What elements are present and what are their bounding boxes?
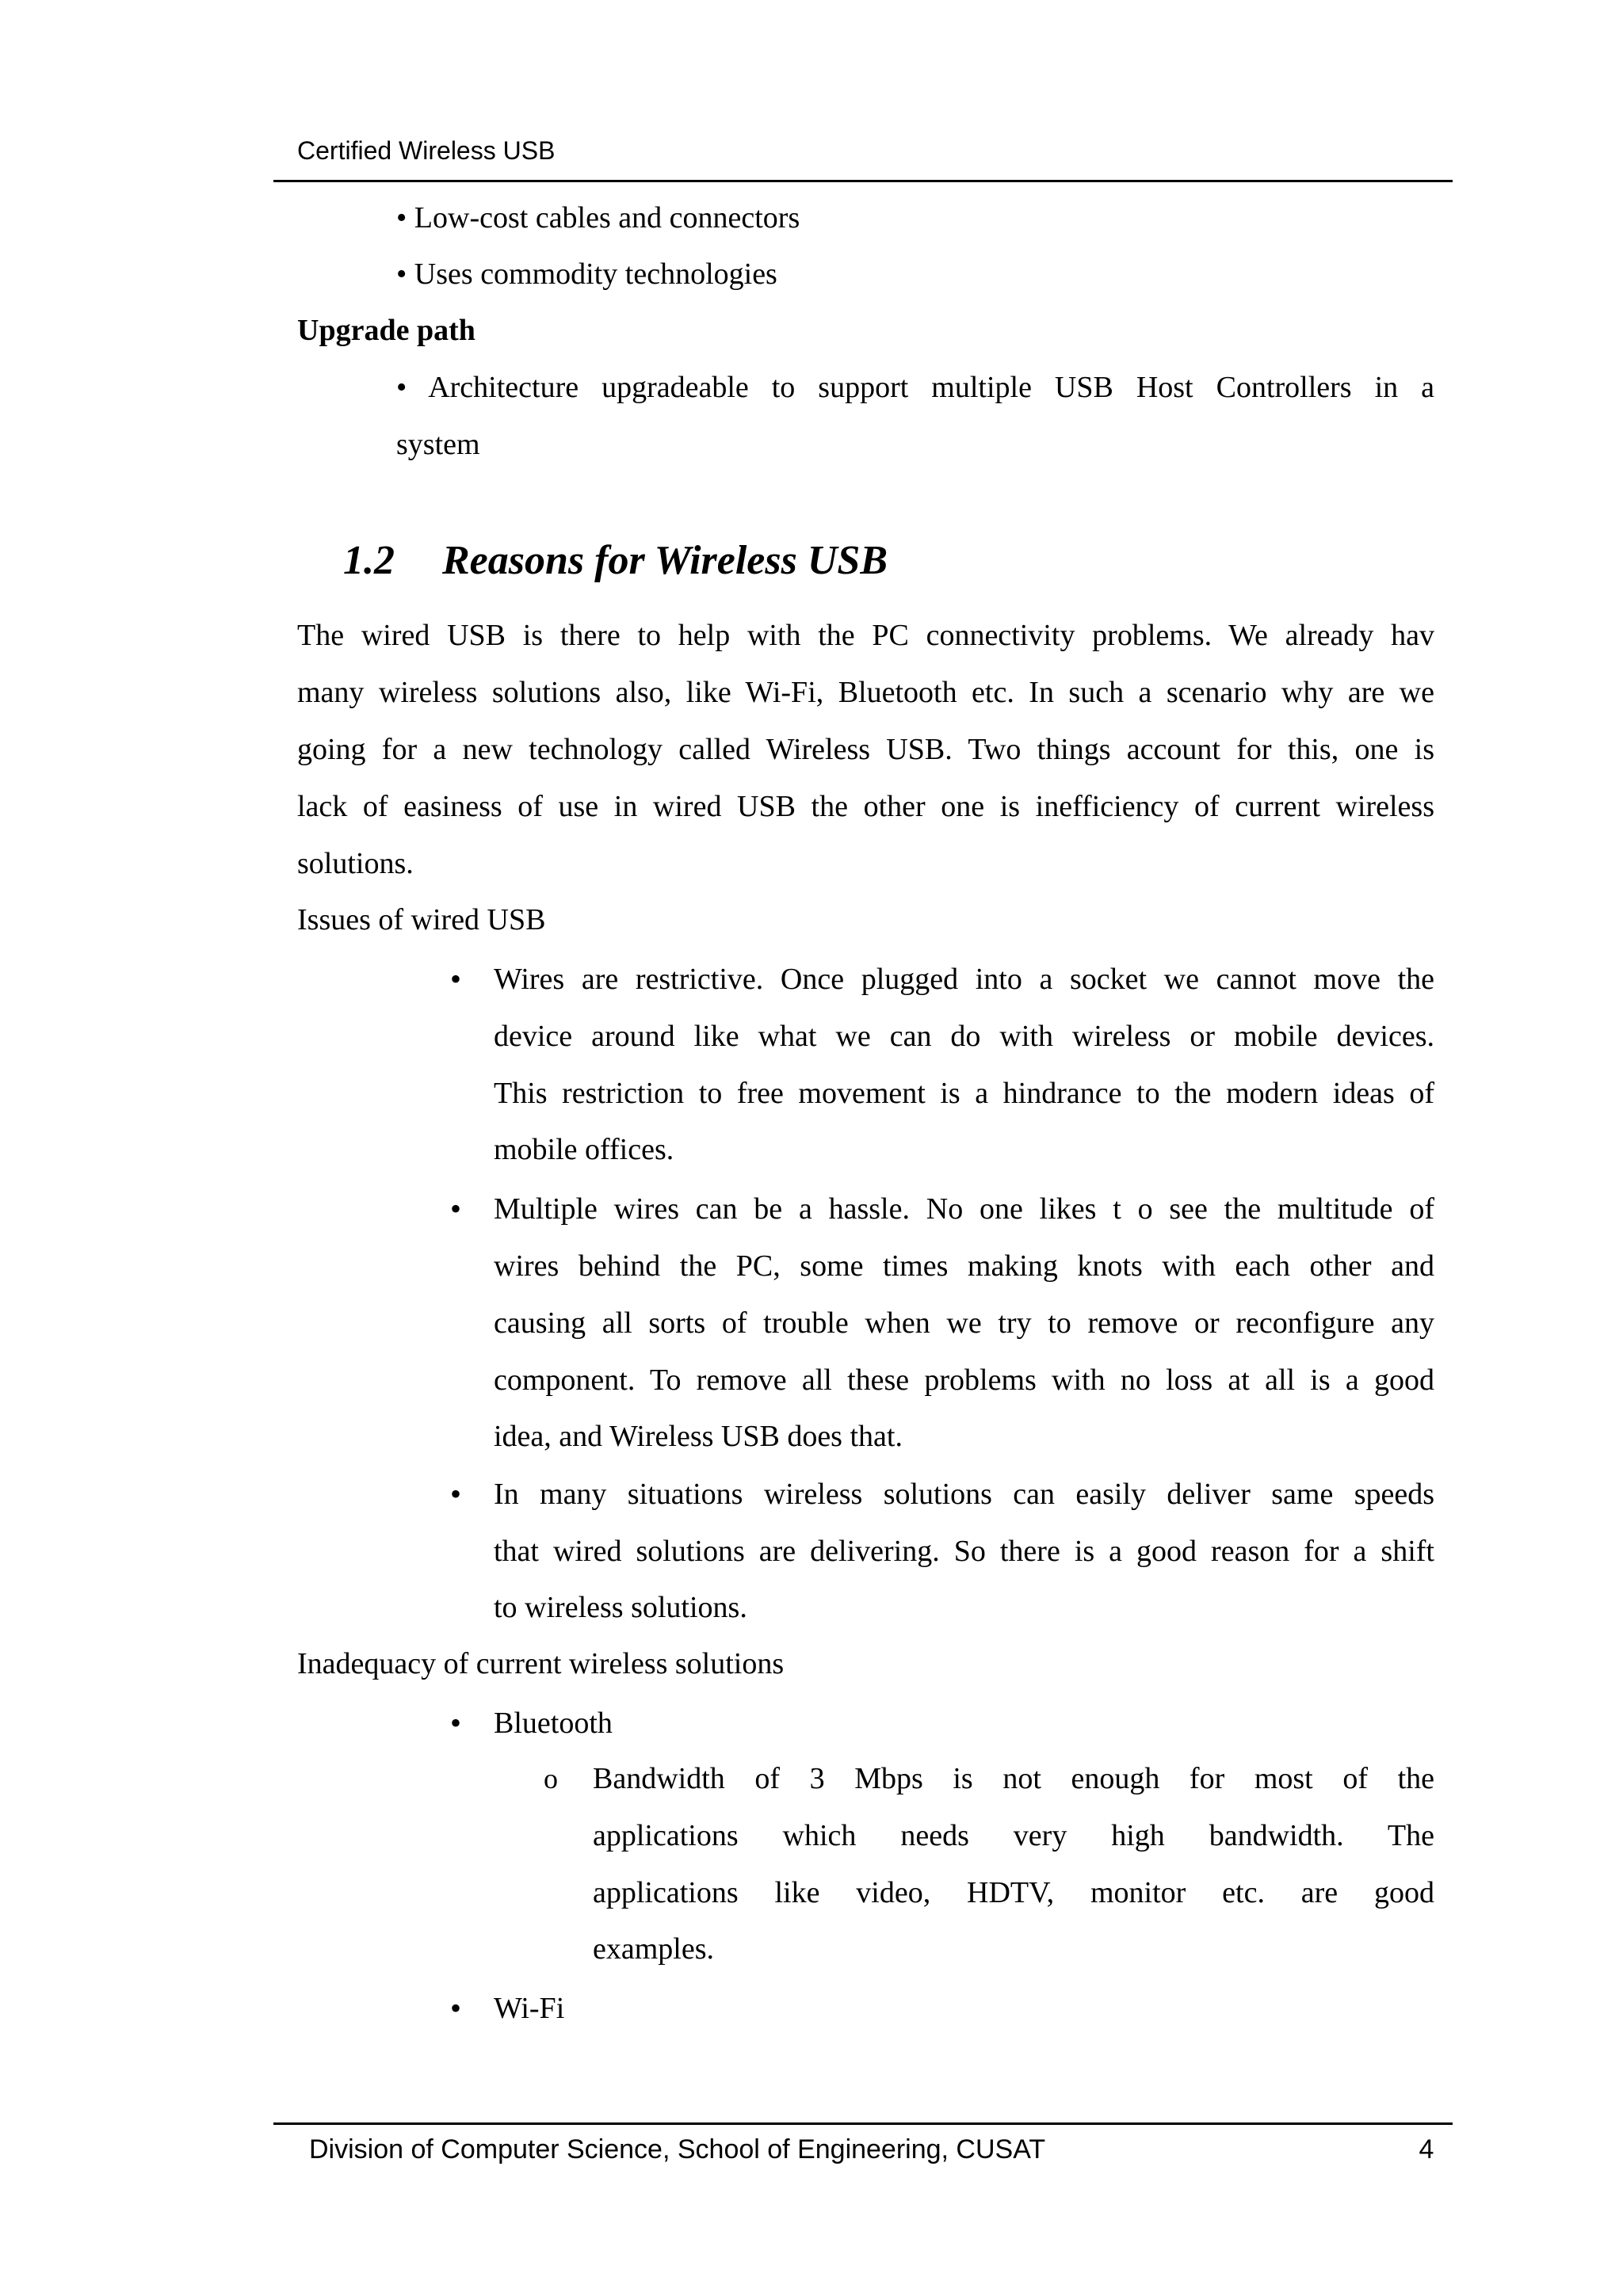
inadequacy-heading: Inadequacy of current wireless solutions — [297, 1647, 785, 1680]
issues-heading: Issues of wired USB — [297, 903, 546, 936]
section-heading — [343, 537, 888, 585]
bullet-bluetooth: Bluetooth — [494, 1707, 613, 1740]
footer-text: Division of Computer Science, School of Engineering, CUSAT — [309, 2134, 1046, 2164]
bullet-line: This restriction to free movement is a hindrance to the modern ideas of — [494, 1077, 1434, 1110]
paragraph-line: many wireless solutions also, like Wi-Fi, Bluetooth etc. In such a scenario why are we — [297, 676, 1434, 709]
header-divider — [273, 180, 1453, 182]
paragraph-line: lack of easiness of use in wired USB the other one is inefficiency of current wireless — [297, 790, 1434, 823]
bullet-wifi: Wi-Fi — [494, 1992, 565, 2025]
bullet-line: to wireless solutions. — [494, 1591, 747, 1624]
bullet-line: Multiple wires can be a hassle. No one likes t o see the multitude of — [494, 1192, 1434, 1226]
sub-bullet-line: applications like video, HDTV, monitor etc. are good — [593, 1876, 1434, 1909]
subsection-heading-upgrade-path: Upgrade path — [297, 314, 475, 347]
paragraph-line: solutions. — [297, 847, 414, 880]
sub-bullet-line: applications which needs very high bandwidth. The — [593, 1819, 1434, 1852]
section-title: Reasons for Wireless USB — [442, 538, 888, 583]
bullet-icon: • — [449, 1990, 461, 2026]
footer-divider — [273, 2122, 1453, 2125]
list-item: • Uses commodity technologies — [396, 257, 777, 291]
bullet-line: Wires are restrictive. Once plugged into a socket we cannot move the — [494, 963, 1434, 996]
bullet-icon: • — [449, 1476, 461, 1512]
bullet-icon: • — [449, 961, 461, 997]
bullet-line: device around like what we can do with wireless or mobile devices. — [494, 1020, 1434, 1053]
sub-bullet-line: Bandwidth of 3 Mbps is not enough for most of the — [593, 1762, 1434, 1795]
list-item: • Architecture upgradeable to support multiple USB Host Controllers in a — [396, 371, 1434, 404]
bullet-line: In many situations wireless solutions can easily deliver same speeds — [494, 1478, 1434, 1511]
section-number: 1.2 — [343, 538, 395, 583]
bullet-line: causing all sorts of trouble when we try to remove or reconfigure any — [494, 1306, 1434, 1340]
sub-bullet-icon: o — [544, 1763, 558, 1794]
bullet-line: component. To remove all these problems with no loss at all is a good — [494, 1363, 1434, 1397]
bullet-icon: • — [449, 1705, 461, 1741]
bullet-line: mobile offices. — [494, 1133, 674, 1166]
paragraph-line: going for a new technology called Wireless USB. Two things account for this, one is — [297, 733, 1434, 766]
bullet-icon: • — [449, 1191, 461, 1226]
running-header-title: Certified Wireless USB — [297, 136, 556, 165]
list-item-continuation: system — [396, 428, 480, 461]
list-item: • Low-cost cables and connectors — [396, 201, 800, 235]
bullet-line: that wired solutions are delivering. So there is a good reason for a shift — [494, 1535, 1434, 1568]
bullet-line: wires behind the PC, some times making knots with each other and — [494, 1249, 1434, 1283]
page-number: 4 — [1419, 2134, 1434, 2164]
paragraph-line: The wired USB is there to help with the PC connectivity problems. We already hav — [297, 619, 1434, 652]
bullet-line: idea, and Wireless USB does that. — [494, 1420, 903, 1453]
sub-bullet-line: examples. — [593, 1932, 715, 1966]
